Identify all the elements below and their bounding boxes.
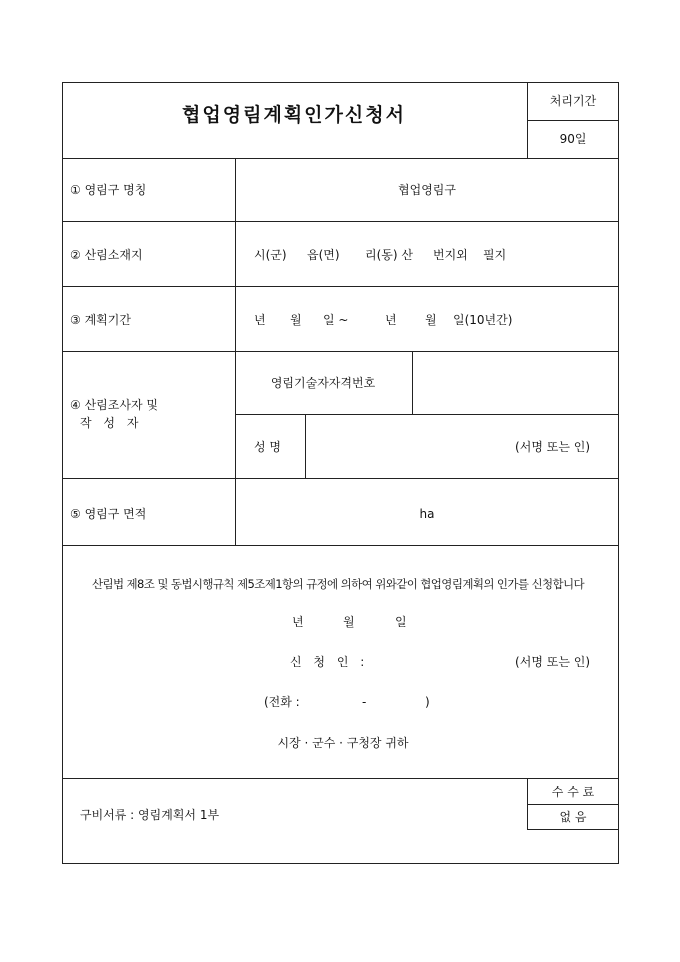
- period-end-year: 년: [385, 313, 397, 327]
- rule-license-divider: [412, 351, 413, 414]
- form-title: 협업영림계획인가신청서: [182, 104, 406, 126]
- surveyor-label-line2: 작 성 자: [80, 416, 143, 430]
- rule-row1-bottom: [62, 221, 619, 222]
- forest-location-label: ② 산림소재지: [70, 248, 143, 262]
- period-start-month: 월: [290, 313, 302, 327]
- rule-label-column: [235, 158, 236, 545]
- period-end-month: 월: [425, 313, 437, 327]
- period-start-day: 일 ~: [323, 313, 349, 327]
- surveyor-sign-note: (서명 또는 인): [515, 440, 590, 454]
- addressee: 시장 · 군수 · 구청장 귀하: [277, 736, 409, 750]
- surveyor-name-label: 성 명: [254, 440, 281, 454]
- forest-area-name-value: 협업영림구: [398, 183, 456, 197]
- location-town: 읍(면): [307, 248, 340, 262]
- declaration-text: 산림법 제8조 및 동법시행규칙 제5조제1항의 규정에 의하여 위와같이 협업영림계획의 인가를 신청합니다: [91, 577, 585, 591]
- fee-label: 수 수 료: [551, 785, 595, 799]
- rule-fee-mid: [527, 804, 619, 805]
- plan-period-label: ③ 계획기간: [70, 313, 131, 327]
- rule-row3-bottom: [62, 351, 619, 352]
- rule-name-divider: [305, 414, 306, 478]
- rule-fee-bottom: [527, 829, 619, 830]
- rule-title-bottom: [62, 158, 619, 159]
- phone-close: ): [425, 695, 430, 709]
- processing-period-label: 처리기간: [549, 94, 597, 108]
- applicant-label: 신 청 인 :: [290, 655, 369, 669]
- rule-declaration-bottom: [62, 778, 619, 779]
- location-city: 시(군): [254, 248, 287, 262]
- required-documents: 구비서류 : 영림계획서 1부: [80, 808, 220, 822]
- location-village: 리(동) 산: [365, 248, 413, 262]
- rule-row4-bottom: [62, 478, 619, 479]
- forest-area-name-label: ① 영림구 명칭: [70, 183, 147, 197]
- rule-row2-bottom: [62, 286, 619, 287]
- location-parcels: 필지: [483, 248, 507, 262]
- surveyor-label-line1: ④ 산림조사자 및: [70, 398, 158, 412]
- rule-surveyor-mid: [235, 414, 619, 415]
- period-start-year: 년: [254, 313, 266, 327]
- declaration-day: 일: [395, 615, 407, 629]
- declaration-month: 월: [343, 615, 355, 629]
- processing-period-value: 90일: [559, 132, 587, 146]
- period-end-day: 일(10년간): [453, 313, 513, 327]
- forest-area-size-label: ⑤ 영림구 면적: [70, 507, 147, 521]
- declaration-year: 년: [292, 615, 304, 629]
- license-number-label: 영림기술자자격번호: [270, 376, 376, 390]
- applicant-sign-note: (서명 또는 인): [515, 655, 590, 669]
- fee-value: 없 음: [559, 810, 587, 824]
- rule-processing-left: [527, 82, 528, 158]
- phone-dash: -: [362, 695, 367, 709]
- rule-processing-mid: [527, 120, 619, 121]
- location-lot: 번지외: [433, 248, 468, 262]
- rule-row5-bottom: [62, 545, 619, 546]
- forest-area-size-unit: ha: [419, 507, 435, 521]
- rule-fee-left: [527, 778, 528, 829]
- phone-label: (전화 :: [264, 695, 300, 709]
